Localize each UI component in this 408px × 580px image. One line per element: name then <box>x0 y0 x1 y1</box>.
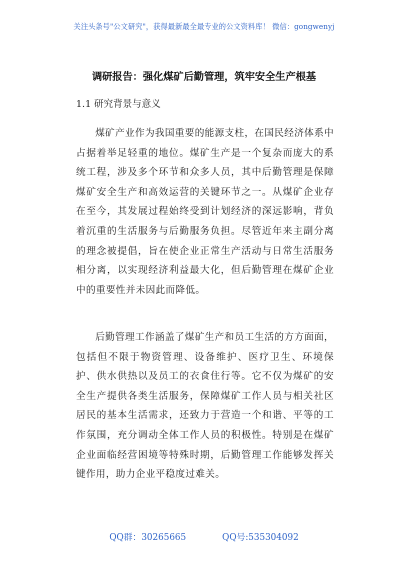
header-notice-link[interactable]: 关注头条号"公文研究"，获得最新最全最专业的公文资料库！ 微信：gongwenyj <box>73 22 335 31</box>
body-paragraph-1: 煤矿产业作为我国重要的能源支柱，在国民经济体系中占据着举足轻重的地位。煤矿生产是一个复杂而庞大的系统工程，涉及多个环节和众多人员，其中后勤管理是保障煤矿安全生产和高效运营的关键环节之一。从煤矿企业存在至今，其发展过程始终受到计划经济的深远影响，背负着沉重的生活服务与后勤服务负担。尽管近年来主副分离的理念被提倡，旨在使企业正常生产活动与日常生活服务相分离，以实现经济利益最大化，但后勤管理在煤矿企业中的重要性并未因此而降低。 <box>76 128 334 296</box>
footer-contact <box>0 530 408 543</box>
section-heading: 1.1 研究背景与意义 <box>76 99 161 110</box>
footer-qq-number[interactable]: QQ号:535304092 <box>222 533 299 543</box>
body-paragraph-2: 后勤管理工作涵盖了煤矿生产和员工生活的方方面面，包括但不限于物资管理、设备维护、医疗卫生、环境保护、供水供热以及员工的衣食住行等。它不仅为煤矿的安全生产提供各类生活服务，保障煤矿工作人员与相关社区居民的基本生活需求，还致力于营造一个和谐、平等的工作氛围，充分调动全体工作人员的积极性。特别是在煤矿企业面临经营困境等特殊时期，后勤管理工作能够发挥关键作用，助力企业平稳度过难关。 <box>76 332 334 481</box>
footer-qq-group[interactable]: QQ群：30265665 <box>109 533 187 543</box>
document-title: 调研报告：强化煤矿后勤管理，筑牢安全生产根基 <box>91 71 317 83</box>
